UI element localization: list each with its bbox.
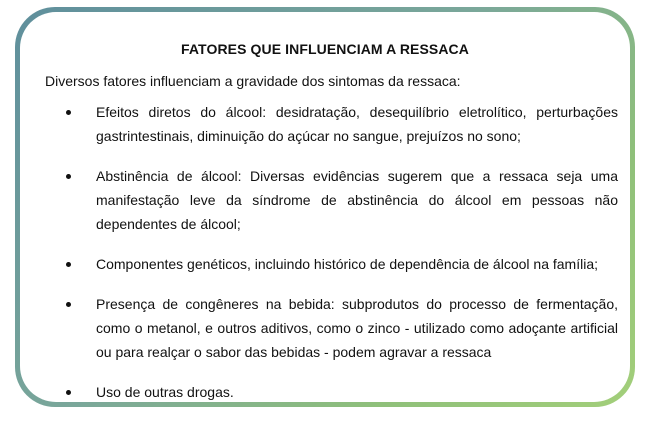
bullet-icon <box>66 110 71 115</box>
list-item-text: Presença de congêneres na bebida: subprodutos do processo de fermentação, como o metanol, e outros aditivos, como o zinco - utilizado como adoçante artificial ou para realçar o sabor das bebidas - podem agravar a ressaca <box>96 296 618 360</box>
bullet-icon <box>66 174 71 179</box>
list-item <box>45 380 618 404</box>
box-title: FATORES QUE INFLUENCIAM A RESSACA <box>181 41 469 57</box>
bullet-icon <box>66 302 71 307</box>
box-intro: Diversos fatores influenciam a gravidade dos sintomas da ressaca: <box>45 73 461 89</box>
info-box <box>20 12 630 402</box>
list-item <box>45 164 618 236</box>
list-item <box>45 252 618 276</box>
list-item-text: Uso de outras drogas. <box>96 384 234 400</box>
bullet-icon <box>66 262 71 267</box>
list-item-text: Efeitos diretos do álcool: desidratação, desequilíbrio eletrolítico, perturbações gastrintestinais, diminuição do açúcar no sangue, prejuízos no sono; <box>96 104 618 144</box>
factor-list <box>45 100 618 420</box>
list-item <box>45 292 618 364</box>
list-item <box>45 100 618 148</box>
list-item-text: Abstinência de álcool: Diversas evidências sugerem que a ressaca seja uma manifestação leve da síndrome de abstinência do álcool em pessoas não dependentes de álcool; <box>96 168 618 232</box>
bullet-icon <box>66 390 71 395</box>
list-item-text: Componentes genéticos, incluindo histórico de dependência de álcool na família; <box>96 256 598 272</box>
info-box-frame <box>15 7 635 407</box>
